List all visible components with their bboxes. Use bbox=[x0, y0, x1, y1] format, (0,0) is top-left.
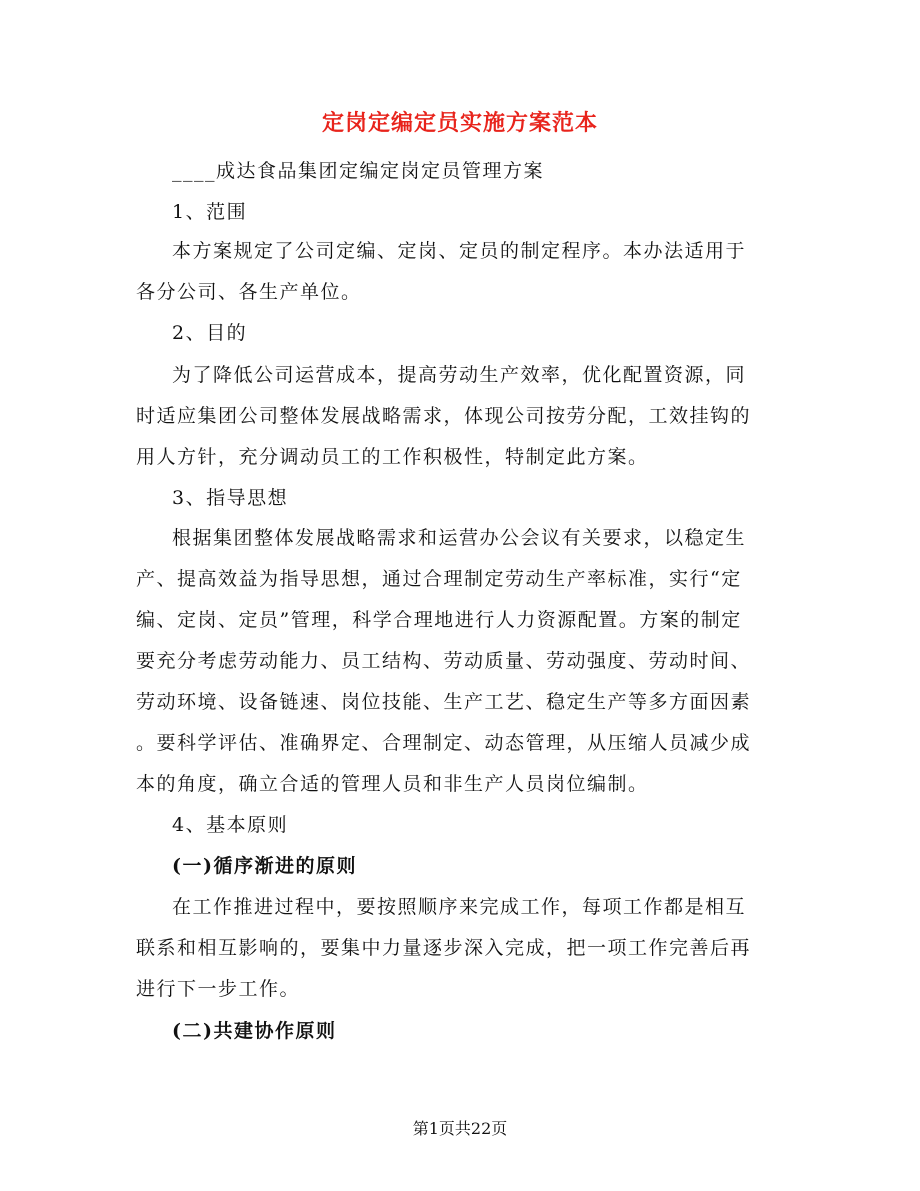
page-footer: 第1页共22页 bbox=[412, 1119, 508, 1138]
paragraph-line: 各分公司、各生产单位。 bbox=[136, 281, 362, 303]
paragraph-line: 劳动环境、设备链速、岗位技能、生产工艺、稳定生产等多方面因素 bbox=[136, 691, 752, 713]
paragraph-line: 进行下一步工作。 bbox=[136, 978, 301, 1000]
document-subtitle: ____成达食品集团定编定岗定员管理方案 bbox=[172, 160, 545, 182]
section-4-heading: 4、基本原则 bbox=[172, 814, 289, 836]
subsection-1-heading: (一)循序渐进的原则 bbox=[172, 855, 357, 877]
paragraph-line: 产、提高效益为指导思想，通过合理制定劳动生产率标准，实行“定 bbox=[136, 568, 742, 590]
subsection-2-heading: (二)共建协作原则 bbox=[172, 1020, 337, 1042]
paragraph-line: 本的角度，确立合适的管理人员和非生产人员岗位编制。 bbox=[136, 773, 649, 795]
paragraph-line: 本方案规定了公司定编、定岗、定员的制定程序。本办法适用于 bbox=[172, 240, 747, 262]
paragraph-line: 根据集团整体发展战略需求和运营办公会议有关要求，以稳定生 bbox=[172, 527, 747, 549]
section-1-heading: 1、范围 bbox=[172, 201, 248, 223]
paragraph-line: 联系和相互影响的，要集中力量逐步深入完成，把一项工作完善后再 bbox=[136, 937, 752, 959]
paragraph-line: 为了降低公司运营成本，提高劳动生产效率，优化配置资源，同 bbox=[172, 364, 747, 386]
paragraph-line: 。要科学评估、准确界定、合理制定、动态管理，从压缩人员减少成 bbox=[136, 732, 752, 754]
paragraph-line: 在工作推进过程中，要按照顺序来完成工作，每项工作都是相互 bbox=[172, 896, 747, 918]
paragraph-line: 编、定岗、定员”管理，科学合理地进行人力资源配置。方案的制定 bbox=[136, 609, 742, 631]
paragraph-line: 时适应集团公司整体发展战略需求，体现公司按劳分配，工效挂钩的 bbox=[136, 405, 752, 427]
section-3-heading: 3、指导思想 bbox=[172, 487, 289, 509]
section-2-heading: 2、目的 bbox=[172, 322, 248, 344]
paragraph-line: 要充分考虑劳动能力、员工结构、劳动质量、劳动强度、劳动时间、 bbox=[136, 650, 752, 672]
paragraph-line: 用人方针，充分调动员工的工作积极性，特制定此方案。 bbox=[136, 446, 649, 468]
document-title: 定岗定编定员实施方案范本 bbox=[321, 110, 598, 136]
